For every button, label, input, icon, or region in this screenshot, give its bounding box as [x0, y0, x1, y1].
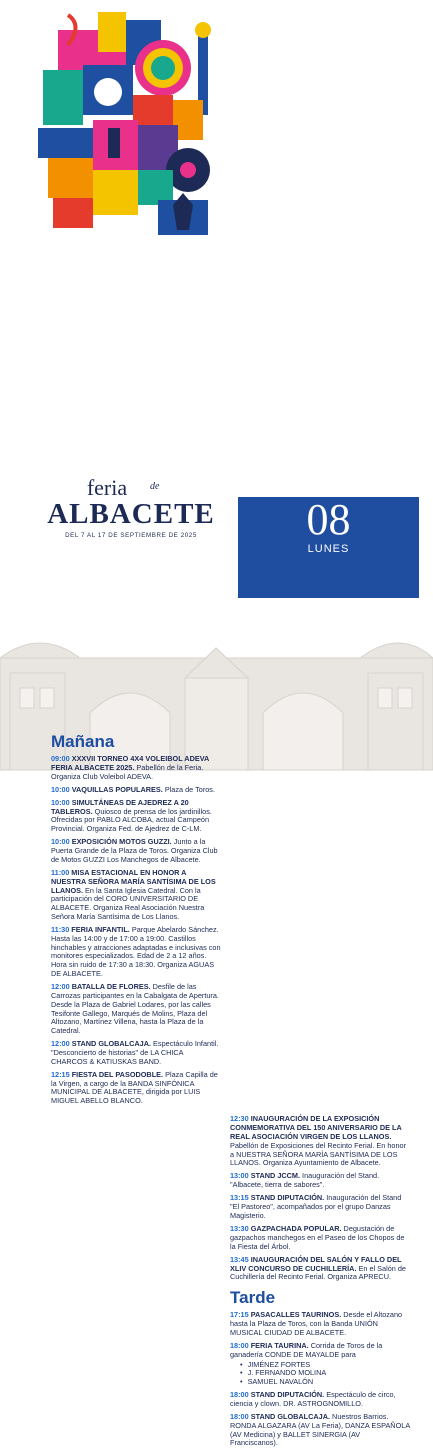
event-description: Nuestros Barrios. RONDA ALGAZARA (AV La Feria), DANZA ESPAÑOLA (AV Medicina) y BALLET SINERGIA (AV Franciscanos).: [230, 1411, 410, 1448]
event-name: FIESTA DEL PASODOBLE.: [71, 1069, 164, 1079]
afternoon-events-list: [230, 1311, 410, 1448]
event-name: MISA ESTACIONAL EN HONOR A NUESTRA SEÑORA MARÍA SANTÍSIMA DE LOS LLANOS.: [51, 867, 216, 895]
event-item: [230, 1225, 410, 1251]
event-item: [51, 983, 221, 1036]
event-name: STAND DIPUTACIÓN.: [250, 1193, 325, 1203]
feria-albacete-logo: [46, 477, 216, 539]
event-description: Desde el Altozano hasta la Plaza de Toros, con la Banda UNIÓN MUSICAL CIUDAD DE ALBACETE.: [230, 1310, 403, 1337]
event-item: [51, 926, 221, 979]
event-name: STAND DIPUTACIÓN.: [250, 1390, 325, 1400]
morning-section-title: Mañana: [51, 732, 115, 751]
event-description: Plaza de Toros.: [162, 784, 215, 794]
event-description: Espectáculo de circo, ciencia y clown. DR. ASTROGNOMILLO.: [230, 1390, 396, 1408]
bullfighter-name: • J. FERNANDO MOLINA: [240, 1369, 410, 1378]
logo-albacete-word: ALBACETE: [47, 498, 215, 530]
event-description: Corrida de Toros de la ganadería CONDE DE MAYALDE para: [230, 1340, 383, 1359]
event-name: INAUGURACIÓN DE LA EXPOSICIÓN CONMEMORATIVA DEL 150 ANIVERSARIO DE LA REAL ASOCIACIÓN VIRGEN DE LOS LLANOS.: [230, 1114, 402, 1141]
event-time: 12:30: [230, 1114, 249, 1124]
logo-dates: DEL 7 AL 17 DE SEPTIEMBRE DE 2025: [65, 532, 197, 539]
event-time: 12:15: [51, 1069, 70, 1079]
event-name: GAZPACHADA POPULAR.: [250, 1224, 342, 1234]
event-time: 18:00: [230, 1390, 249, 1400]
event-time: 12:00: [51, 1039, 70, 1049]
event-item: [230, 1342, 410, 1360]
bullfighter-name: • JIMÉNEZ FORTES: [240, 1361, 410, 1370]
event-time: 12:00: [51, 982, 70, 992]
event-description: Plaza Capilla de la Virgen, a cargo de la BANDA SINFÓNICA MUNICIPAL DE ALBACETE, dirigida por LUIS MIGUEL ABELLO BLANCO.: [51, 1069, 218, 1106]
event-item: [230, 1172, 410, 1190]
bullfighter-name: • SAMUEL NAVALÓN: [240, 1378, 410, 1387]
event-item: [51, 1071, 221, 1106]
event-name: EXPOSICIÓN MOTOS GUZZI.: [71, 837, 172, 847]
event-item: [230, 1115, 410, 1168]
event-time: 18:00: [230, 1340, 249, 1350]
event-item: [230, 1413, 410, 1448]
event-description: En la Santa Iglesia Catedral. Con la participación del CORO UNIVERSITARIO DE ALBACETE. Organiza Real Asociación Nuestra Señora María Santísima de Los Llanos.: [51, 885, 205, 921]
event-item: [230, 1391, 410, 1409]
event-name: FERIA INFANTIL.: [71, 925, 130, 935]
day-date-box: [238, 497, 419, 598]
event-time: 17:15: [230, 1310, 249, 1320]
event-item: [230, 1256, 410, 1282]
event-name: STAND GLOBALCAJA.: [250, 1411, 331, 1421]
event-description: Pabellón de la Feria. Organiza Club Voleibol ADEVA.: [51, 762, 204, 781]
event-item: [230, 1311, 410, 1337]
event-item: [230, 1194, 410, 1220]
event-name: VAQUILLAS POPULARES.: [71, 784, 163, 794]
logo-de-word: de: [150, 481, 160, 492]
event-item: [51, 869, 221, 922]
event-description: Inauguración del Stand. "Albacete, tierra de sabores".: [230, 1171, 380, 1190]
event-time: 13:15: [230, 1193, 249, 1203]
bullfighters-list: [240, 1361, 410, 1387]
event-time: 13:30: [230, 1224, 249, 1234]
midday-events-list: [230, 1115, 410, 1282]
event-item: [51, 786, 221, 795]
day-name: LUNES: [307, 543, 350, 555]
event-name: SIMULTÁNEAS DE AJEDREZ A 20 TABLEROS.: [51, 797, 189, 816]
event-time: 11:30: [51, 925, 70, 935]
event-name: STAND JCCM.: [250, 1171, 301, 1181]
event-name: STAND GLOBALCAJA.: [71, 1039, 152, 1049]
event-description: Junto a la Puerta Grande de la Plaza de Toros. Organiza Club de Motos GUZZI Los Manchegos de Albacete.: [51, 837, 218, 864]
afternoon-section-title: Tarde: [230, 1288, 276, 1308]
event-time: 13:00: [230, 1171, 249, 1181]
event-time: 10:00: [51, 837, 70, 847]
event-time: 18:00: [230, 1411, 249, 1421]
event-time: 13:45: [230, 1254, 249, 1264]
event-name: PASACALLES TAURINOS.: [250, 1310, 342, 1320]
event-name: XXXVII TORNEO 4X4 VOLEIBOL ADEVA FERIA ALBACETE 2025.: [51, 754, 210, 772]
event-description: Pabellón de Exposiciones del Recinto Ferial. En honor a NUESTRA SEÑORA MARÍA SANTÍSIMA DE LOS LLANOS. Organiza Ayuntamiento de Albacete.: [230, 1140, 407, 1168]
event-description: En el Salón de Cuchillería del Recinto Ferial. Organiza APRECU.: [230, 1263, 406, 1282]
logo-feria-word: feria: [86, 475, 128, 500]
event-name: INAUGURACIÓN DEL SALÓN Y FALLO DEL XLIV CONCURSO DE CUCHILLERÍA.: [230, 1254, 402, 1273]
event-description: Inauguración del Stand "El Pastoreo", acompañados por el grupo Danzas Magisterio.: [230, 1193, 402, 1220]
event-description: Degustación de gazpachos manchegos en el Paseo de los Chopos de la Fiesta del Árbol.: [230, 1224, 405, 1251]
event-item: [51, 755, 221, 781]
morning-events-list: [51, 755, 221, 1106]
morning-column: [51, 732, 221, 1106]
event-description: Desfile de las Carrozas participantes en la Cabalgata de Apertura. Desde la Plaza de Gabriel Lodares, por las calles Tesifonte Gallego, Marqués de Molins, Plaza del Altozano, Martínez Villena, hasta la Plaza de la Catedral.: [51, 982, 219, 1036]
event-item: [51, 1040, 221, 1066]
event-time: 11:00: [51, 867, 70, 877]
event-item: [51, 799, 221, 834]
event-description: Parque Abelardo Sánchez. Hasta las 14:00 y de 17:00 a 19:00. Castillos hinchables y atracciones adaptadas e inclusivas con monitores especializados. Edad de 2 a 12 años. Hora sin ruido de 17:30 a 18:30. Organiza AGUAS DE ALBACETE.: [51, 925, 221, 979]
day-number: 08: [306, 495, 351, 544]
event-description: Quiosco de prensa de los jardinillos. Ofrecidas por PABLO ALCOBA, actual Campeón Provincial. Organiza Fed. de Ajedrez de C-LM.: [51, 806, 212, 834]
event-name: BATALLA DE FLORES.: [71, 982, 151, 992]
midday-afternoon-column: [230, 1115, 410, 1448]
event-time: 10:00: [51, 784, 70, 794]
event-time: 10:00: [51, 797, 70, 807]
event-item: [51, 838, 221, 864]
event-description: Espectáculo Infantil. "Desconcierto de historias" de LA CHICA CHARCOS & KATIUSKAS BAND.: [51, 1039, 219, 1066]
feria-poster-artwork: [38, 10, 216, 245]
event-time: 09:00: [51, 754, 70, 763]
event-name: FERIA TAURINA.: [250, 1340, 309, 1350]
